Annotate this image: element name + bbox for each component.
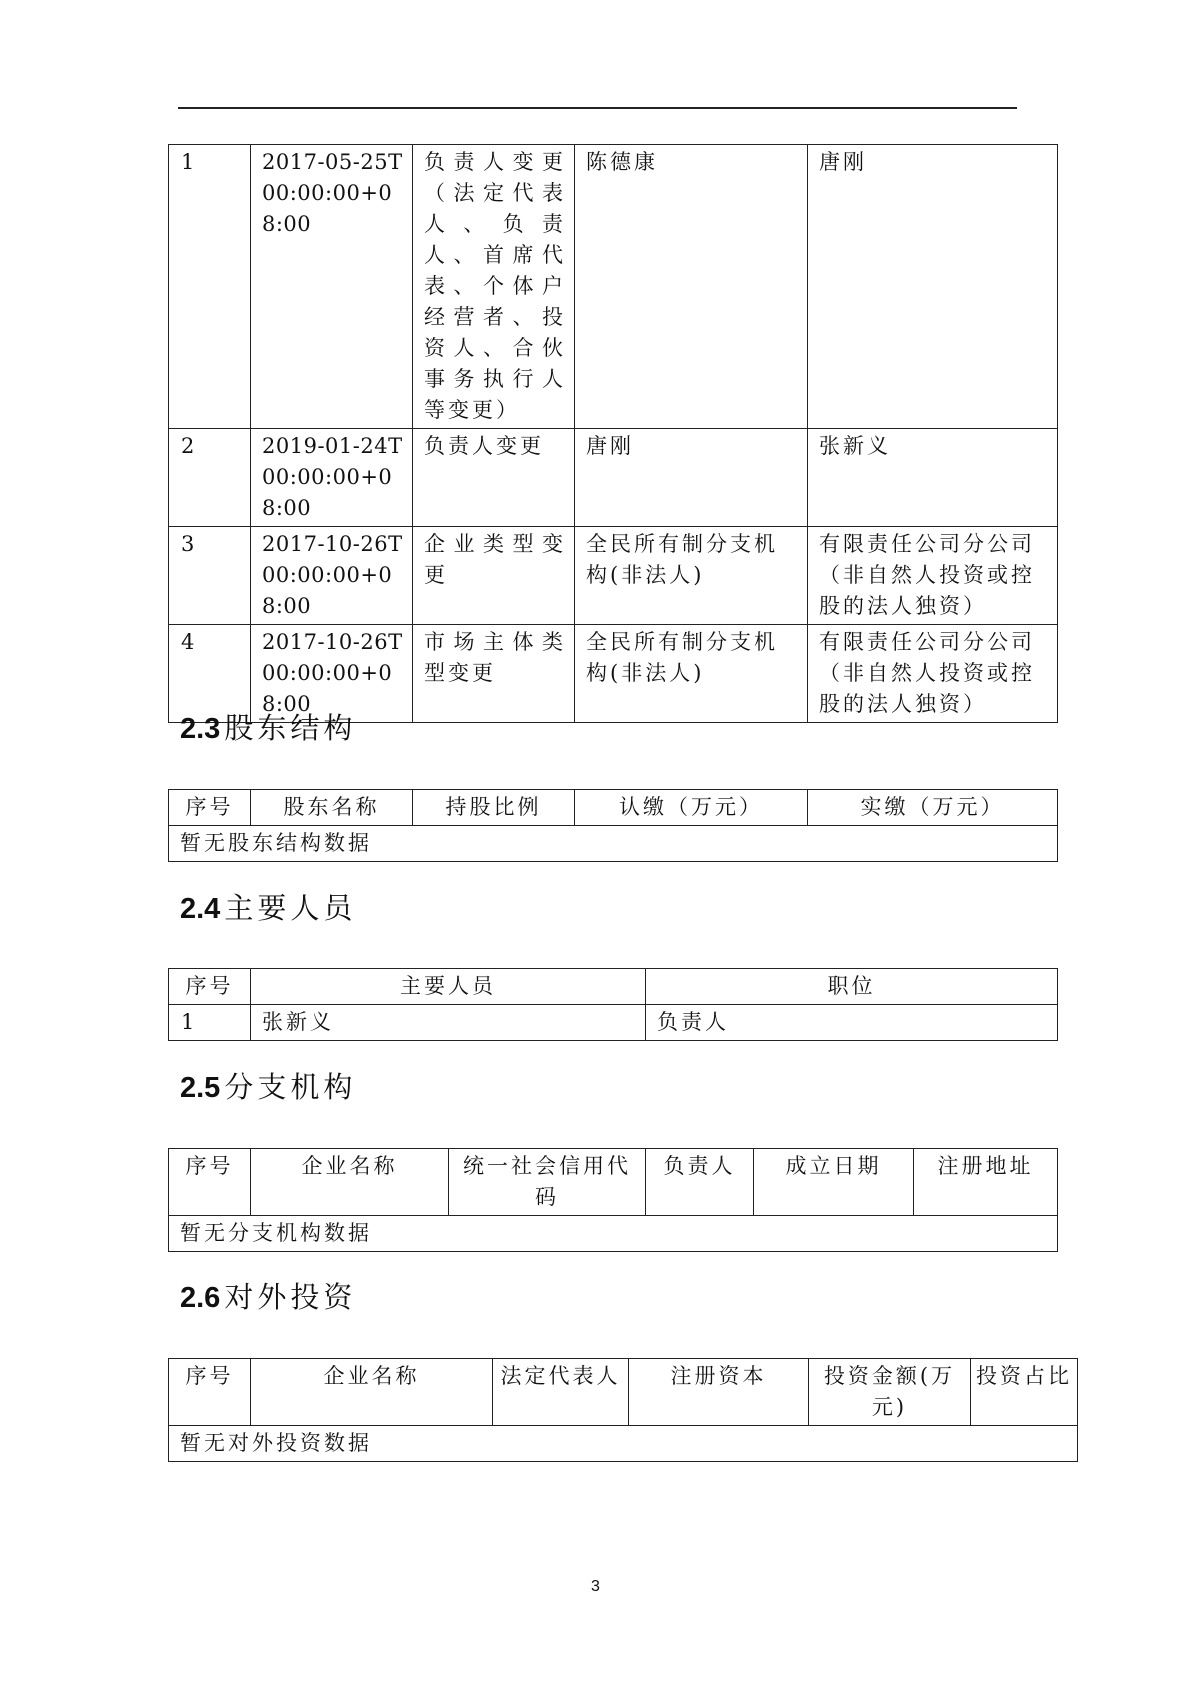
record-no: 1	[169, 145, 251, 429]
record-date: 2019-01-24T00:00:00+08:00	[251, 429, 413, 527]
record-after: 有限责任公司分公司（非自然人投资或控股的法人独资）	[808, 527, 1058, 625]
record-before: 陈德康	[575, 145, 808, 429]
column-header: 股东名称	[251, 790, 413, 826]
branches-table	[168, 1148, 1058, 1252]
record-after: 有限责任公司分公司（非自然人投资或控股的法人独资）	[808, 625, 1058, 723]
section-number: 2.5	[180, 1072, 221, 1104]
empty-message: 暂无分支机构数据	[169, 1216, 1058, 1252]
column-header: 主要人员	[251, 969, 646, 1005]
record-no: 4	[169, 625, 251, 723]
record-date: 2017-10-26T00:00:00+08:00	[251, 527, 413, 625]
table-header-row	[169, 790, 1058, 826]
column-header: 职位	[646, 969, 1058, 1005]
section-heading-shareholders	[180, 706, 356, 747]
section-number: 2.6	[180, 1282, 221, 1314]
record-after: 唐刚	[808, 145, 1058, 429]
column-header: 注册地址	[914, 1149, 1058, 1216]
record-before: 全民所有制分支机构(非法人)	[575, 527, 808, 625]
section-heading-investments	[180, 1275, 356, 1316]
column-header: 投资占比	[971, 1359, 1078, 1426]
person-position: 负责人	[646, 1005, 1058, 1041]
section-heading-branches	[180, 1065, 356, 1106]
section-title: 股东结构	[224, 711, 357, 745]
investments-table	[168, 1358, 1078, 1462]
section-number: 2.4	[180, 893, 221, 925]
column-header: 持股比例	[413, 790, 575, 826]
record-item: 负责人变更（法定代表人、负责人、首席代表、个体户经营者、投资人、合伙事务执行人等变更）	[413, 145, 575, 429]
column-header: 序号	[169, 1359, 251, 1426]
table-row	[169, 1005, 1058, 1041]
column-header: 序号	[169, 1149, 251, 1216]
shareholders-table	[168, 789, 1058, 862]
person-no: 1	[169, 1005, 251, 1041]
column-header: 实缴（万元）	[808, 790, 1058, 826]
table-row	[169, 429, 1058, 527]
key-personnel-table	[168, 968, 1058, 1041]
record-item: 企业类型变更	[413, 527, 575, 625]
table-row	[169, 145, 1058, 429]
record-after: 张新义	[808, 429, 1058, 527]
empty-row	[169, 1216, 1058, 1252]
column-header: 企业名称	[251, 1149, 449, 1216]
section-title: 对外投资	[224, 1280, 357, 1314]
record-item: 市场主体类型变更	[413, 625, 575, 723]
section-title: 分支机构	[224, 1070, 357, 1104]
column-header: 序号	[169, 790, 251, 826]
record-no: 2	[169, 429, 251, 527]
page-number: 3	[591, 1578, 600, 1595]
change-records-table	[168, 144, 1058, 723]
record-before: 唐刚	[575, 429, 808, 527]
column-header: 注册资本	[629, 1359, 809, 1426]
column-header: 成立日期	[754, 1149, 914, 1216]
table-header-row	[169, 969, 1058, 1005]
record-date: 2017-10-26T00:00:00+08:00	[251, 625, 413, 723]
empty-message: 暂无股东结构数据	[169, 826, 1058, 862]
table-row	[169, 527, 1058, 625]
column-header: 统一社会信用代码	[449, 1149, 646, 1216]
header-rule	[178, 107, 1017, 109]
record-item: 负责人变更	[413, 429, 575, 527]
record-before: 全民所有制分支机构(非法人)	[575, 625, 808, 723]
empty-row	[169, 826, 1058, 862]
table-header-row	[169, 1149, 1058, 1216]
empty-row	[169, 1426, 1078, 1462]
column-header: 法定代表人	[493, 1359, 629, 1426]
empty-message: 暂无对外投资数据	[169, 1426, 1078, 1462]
record-no: 3	[169, 527, 251, 625]
section-title: 主要人员	[224, 891, 357, 925]
column-header: 企业名称	[251, 1359, 493, 1426]
section-number: 2.3	[180, 713, 221, 745]
table-header-row	[169, 1359, 1078, 1426]
record-date: 2017-05-25T00:00:00+08:00	[251, 145, 413, 429]
person-name: 张新义	[251, 1005, 646, 1041]
section-heading-key-personnel	[180, 886, 356, 927]
column-header: 序号	[169, 969, 251, 1005]
column-header: 负责人	[646, 1149, 754, 1216]
column-header: 认缴（万元）	[575, 790, 808, 826]
column-header: 投资金额(万元)	[809, 1359, 971, 1426]
